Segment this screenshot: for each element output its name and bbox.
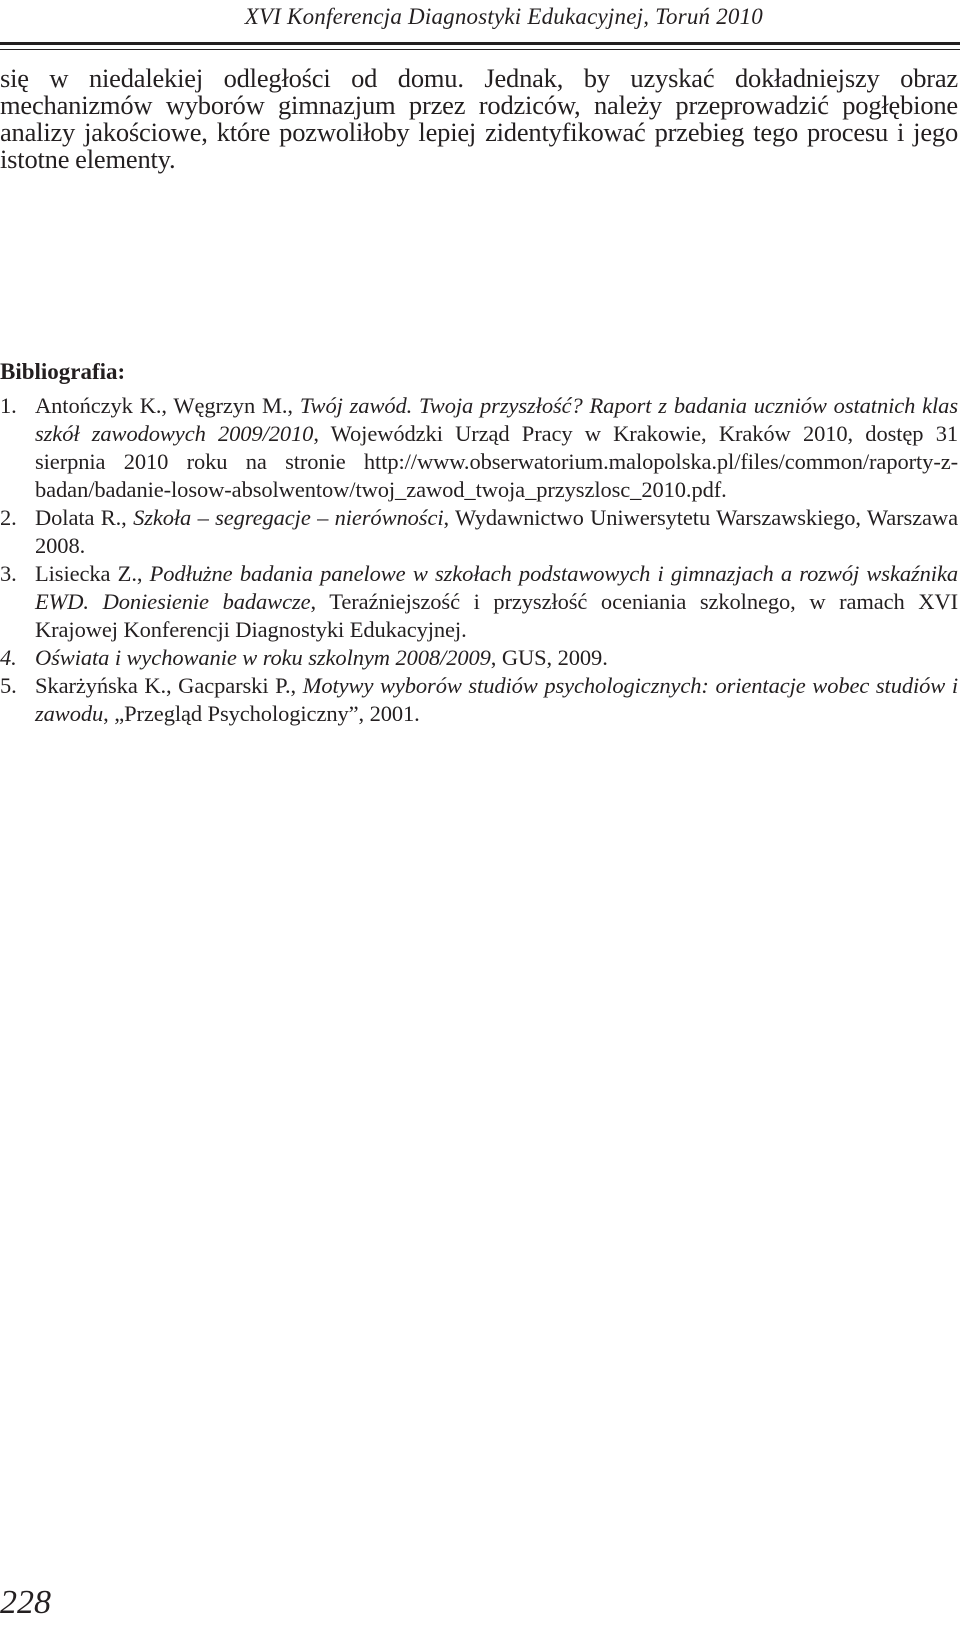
item-authors: Antończyk K., Węgrzyn M., (35, 393, 300, 418)
item-title: Motywy wyborów studiów psychologicznych: orientacje wobec studiów i zawodu (35, 673, 958, 726)
item-number: 2. (0, 505, 17, 530)
item-publication: , Teraźniejszość i przyszłość oceniania szkolnego, w ramach XVI Krajowej Konferencji Diagnostyki Edukacyjnej. (35, 589, 958, 642)
item-publication: , Wojewódzki Urząd Pracy w Krakowie, Kraków 2010, dostęp 31 sierpnia 2010 roku na stronie http://www.obserwatorium.malopolska.pl/files/common/raporty-z-badan/badanie-losow-absolwentow/twoj_zawod_twoja_przyszlosc_2010.pdf. (35, 421, 958, 502)
item-authors: Dolata R., (35, 505, 134, 530)
item-publication: , „Przegląd Psychologiczny”, 2001. (103, 701, 420, 726)
item-title: Twój zawód. Twoja przyszłość? Raport z badania uczniów ostatnich klas szkół zawodowych 2009/2010 (35, 393, 958, 446)
item-number: 1. (0, 393, 17, 418)
item-number: 5. (0, 673, 17, 698)
body-paragraph: się w niedalekiej odległości od domu. Jednak, by uzyskać dokładniejszy obraz mechanizmów wyborów gimnazjum przez rodziców, należy przeprowadzić pogłębione analizy jakościowe, które pozwoliłoby lepiej zidentyfikować przebieg tego procesu i jego istotne elementy. (0, 63, 958, 174)
bibliography-item (0, 504, 958, 560)
bibliography-item (0, 644, 958, 672)
bibliography-item (0, 392, 958, 504)
bibliography-item (0, 672, 958, 728)
bibliography-list (0, 392, 958, 728)
item-title: Oświata i wychowanie w roku szkolnym 2008/2009 (35, 645, 491, 670)
item-title: Podłużne badania panelowe w szkołach podstawowych i gimnazjach a rozwój wskaźnika EWD. Doniesienie badawcze (35, 561, 958, 614)
header-rule-thin (0, 49, 960, 50)
item-authors: Skarżyńska K., Gacparski P., (35, 673, 303, 698)
item-publication: , GUS, 2009. (490, 645, 608, 670)
header-rule-thick (0, 42, 960, 45)
item-number: 4. (0, 645, 17, 670)
item-publication: , Wydawnictwo Uniwersytetu Warszawskiego, Warszawa 2008. (35, 505, 958, 558)
bibliography-item (0, 560, 958, 644)
item-number: 3. (0, 561, 17, 586)
header-title: XVI Konferencja Diagnostyki Edukacyjnej, Toruń 2010 (244, 4, 763, 29)
item-authors: Lisiecka Z., (35, 561, 150, 586)
item-title: Szkoła – segregacje – nierówności (133, 505, 444, 530)
page-number: 228 (0, 1584, 51, 1621)
bibliography-heading: Bibliografia: (0, 359, 126, 384)
